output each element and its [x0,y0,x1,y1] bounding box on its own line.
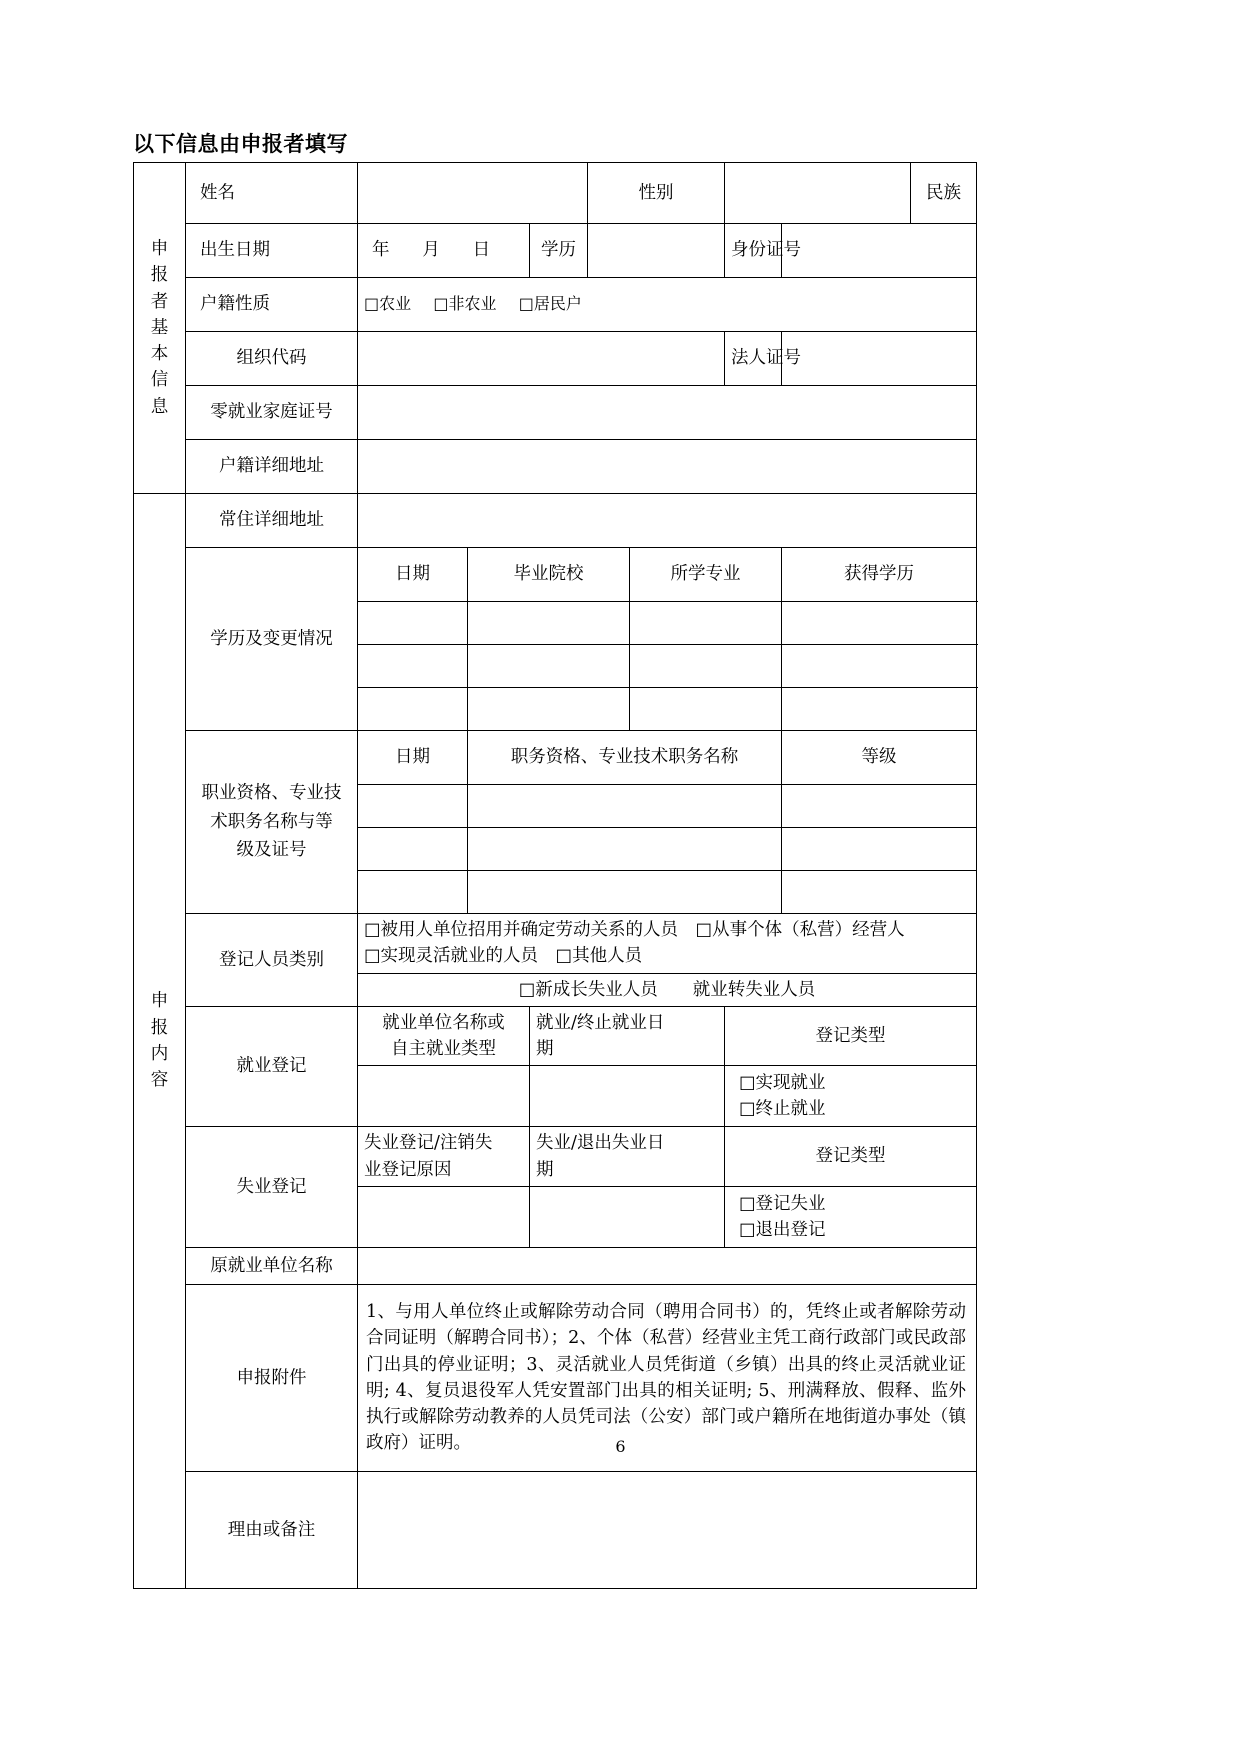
field-id-number[interactable] [782,224,977,278]
registrant-category-line-3[interactable]: □新成长失业人员 就业转失业人员 [358,973,977,1006]
cell-qual-title-1[interactable] [468,785,782,828]
label-employment-registration: 就业登记 [186,1006,358,1127]
section-label-declaration-content [134,494,186,1589]
applicant-form-table [133,162,977,1589]
label-remarks: 理由或备注 [186,1471,358,1588]
label-former-employer: 原就业单位名称 [186,1247,358,1284]
cell-edu-major-1[interactable] [630,602,782,645]
label-qualification-line-1: 职业资格、专业技 [201,783,342,804]
header-unemployment-reason-line-2: 业登记原因 [364,1159,452,1180]
header-employment-reg-type: 登记类型 [725,1006,977,1066]
field-former-employer[interactable] [358,1247,977,1284]
cell-qual-date-2[interactable] [358,828,468,871]
declaration-char-2: 报 [150,1017,169,1038]
basic-info-char-3: 者 [150,291,169,312]
field-legal-person-cert[interactable] [782,332,977,386]
header-qual-date: 日期 [358,731,468,785]
label-education-change: 学历及变更情况 [186,548,358,731]
cell-edu-school-1[interactable] [468,602,630,645]
header-unemployment-reason-line-1: 失业登记/注销失 [364,1133,493,1154]
field-household-type[interactable] [358,278,977,332]
checkbox-non-agricultural[interactable]: □非农业 [433,294,497,314]
registrant-category-line-2[interactable]: □实现灵活就业的人员 □其他人员 [364,946,643,967]
cell-unemployment-date[interactable] [530,1186,725,1247]
cell-qual-level-2[interactable] [782,828,977,871]
header-unemployment-reason [358,1127,530,1187]
basic-info-char-1: 申 [150,239,169,260]
label-registrant-category: 登记人员类别 [186,914,358,1007]
header-employment-unit-line-2: 自主就业类型 [391,1039,496,1059]
field-name[interactable] [358,163,588,224]
label-education-level: 学历 [530,224,588,278]
field-employment-reg-type[interactable] [725,1066,977,1127]
header-edu-school: 毕业院校 [468,548,630,602]
page-title: 以下信息由申报者填写 [133,132,348,156]
cell-qual-date-1[interactable] [358,785,468,828]
field-education-level[interactable] [588,224,725,278]
cell-edu-date-3[interactable] [358,688,468,731]
label-qualification-line-2: 术职务名称与等 [210,811,333,832]
label-household-address: 户籍详细地址 [186,440,358,494]
header-edu-major: 所学专业 [630,548,782,602]
field-zero-employment-cert[interactable] [358,386,977,440]
birth-month-unit: 月 [422,240,440,261]
declaration-char-4: 容 [150,1070,169,1091]
cell-qual-level-1[interactable] [782,785,977,828]
cell-edu-date-1[interactable] [358,602,468,645]
checkbox-withdraw-registration[interactable]: □退出登记 [739,1219,826,1240]
cell-qual-level-3[interactable] [782,871,977,914]
basic-info-char-7: 息 [150,396,169,417]
cell-qual-title-3[interactable] [468,871,782,914]
label-zero-employment-cert: 零就业家庭证号 [186,386,358,440]
birth-day-unit: 日 [472,240,491,261]
basic-info-char-5: 本 [150,344,169,365]
header-employment-date-line-1: 就业/终止就业日 [536,1012,665,1033]
declaration-char-3: 内 [150,1043,169,1064]
field-unemployment-reg-type[interactable] [725,1186,977,1247]
label-legal-person-cert: 法人证号 [725,332,782,386]
checkbox-register-unemployment[interactable]: □登记失业 [739,1193,826,1214]
cell-edu-school-2[interactable] [468,645,630,688]
header-unemployment-date-line-1: 失业/退出失业日 [536,1133,665,1154]
label-id-number: 身份证号 [725,224,782,278]
cell-edu-degree-2[interactable] [782,645,977,688]
cell-employment-unit[interactable] [358,1066,530,1127]
cell-edu-degree-3[interactable] [782,688,977,731]
checkbox-resident[interactable]: □居民户 [518,294,582,314]
label-residence-address: 常住详细地址 [186,494,358,548]
checkbox-terminate-employment[interactable]: □终止就业 [739,1099,826,1120]
header-employment-date [530,1006,725,1066]
header-qual-level: 等级 [782,731,977,785]
header-unemployment-date-line-2: 期 [536,1159,554,1180]
field-remarks[interactable] [358,1471,977,1588]
header-qual-title: 职务资格、专业技术职务名称 [468,731,782,785]
header-unemployment-reg-type: 登记类型 [725,1127,977,1187]
label-gender: 性别 [588,163,725,224]
label-unemployment-registration: 失业登记 [186,1127,358,1248]
label-birth-date: 出生日期 [186,224,358,278]
header-unemployment-date [530,1127,725,1187]
label-attachment: 申报附件 [186,1284,358,1471]
registrant-category-line-1[interactable]: □被用人单位招用并确定劳动关系的人员 □从事个体（私营）经营人 [364,920,905,940]
field-household-address[interactable] [358,440,977,494]
cell-unemployment-reason[interactable] [358,1186,530,1247]
checkbox-agricultural[interactable]: □农业 [364,294,412,314]
label-qualification [186,731,358,914]
field-org-code[interactable] [358,332,725,386]
header-employment-unit-line-1: 就业单位名称或 [382,1012,505,1033]
field-birth-date[interactable] [358,224,530,278]
cell-qual-date-3[interactable] [358,871,468,914]
field-registrant-category[interactable] [358,914,977,974]
checkbox-achieve-employment[interactable]: □实现就业 [739,1073,826,1093]
basic-info-char-6: 信 [150,370,169,391]
cell-employment-date[interactable] [530,1066,725,1127]
header-edu-degree: 获得学历 [782,548,977,602]
birth-year-unit: 年 [372,240,390,261]
basic-info-char-4: 基 [150,317,169,338]
page-number: 6 [615,1437,626,1456]
label-name: 姓名 [186,163,358,224]
header-employment-unit [358,1006,530,1066]
cell-edu-date-2[interactable] [358,645,468,688]
field-residence-address[interactable] [358,494,977,548]
cell-qual-title-2[interactable] [468,828,782,871]
cell-edu-major-3[interactable] [630,688,782,731]
field-attachment-text: 1、与用人单位终止或解除劳动合同（聘用合同书）的，凭终止或者解除劳动合同证明（解聘合同书）；2、个体（私营）经营业主凭工商行政部门或民政部门出具的停业证明；3、灵活就业人员凭街道（乡镇）出具的终止灵活就业证明; 4、复员退役军人凭安置部门出具的相关证明; 5、刑满释放、假释、监外执行或解除劳动教养的人员凭司法（公安）部门或户籍所在地街道办事处（镇政府）证明。 [358,1284,977,1471]
basic-info-char-2: 报 [150,265,169,286]
label-qualification-line-3: 级及证号 [236,840,307,861]
cell-edu-school-3[interactable] [468,688,630,731]
header-employment-date-line-2: 期 [536,1039,554,1059]
label-ethnicity: 民族 [911,163,977,224]
label-org-code: 组织代码 [186,332,358,386]
field-gender[interactable] [725,163,911,224]
declaration-char-1: 申 [150,991,169,1012]
header-edu-date: 日期 [358,548,468,602]
section-label-basic-info [134,163,186,494]
label-household-type: 户籍性质 [186,278,358,332]
cell-edu-major-2[interactable] [630,645,782,688]
cell-edu-degree-1[interactable] [782,602,977,645]
